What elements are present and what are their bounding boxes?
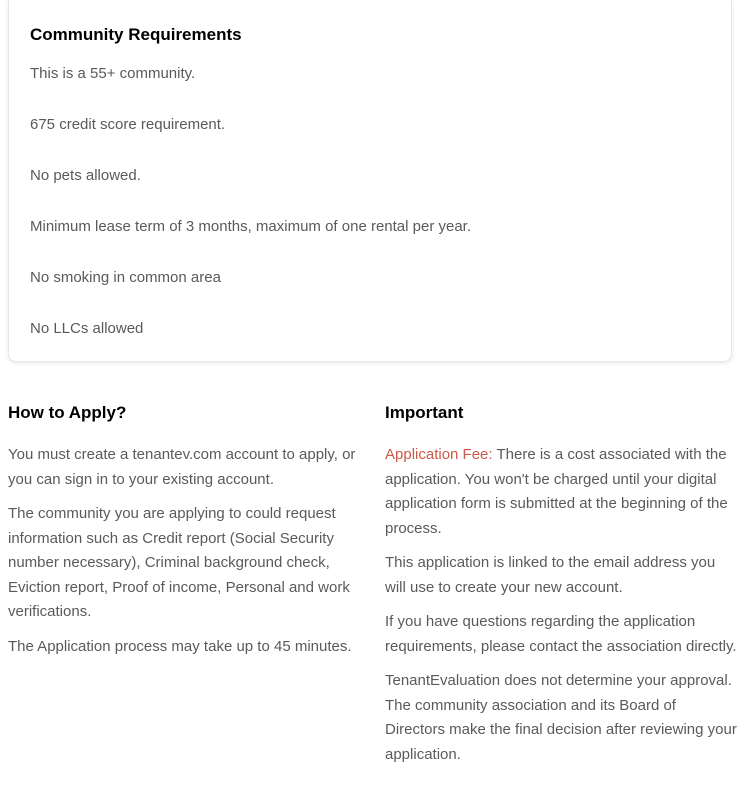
how-to-apply-section (8, 402, 360, 669)
important-paragraph: If you have questions regarding the application requirements, please contact the association directly. (385, 613, 737, 655)
requirement-item: 675 credit score requirement. (30, 116, 226, 133)
important-paragraph: TenantEvaluation does not determine your approval. The community association and its Board of Directors make the final decision after reviewing your application. (385, 672, 737, 763)
requirement-item: No smoking in common area (30, 269, 221, 286)
requirement-item: Minimum lease term of 3 months, maximum of one rental per year. (30, 218, 472, 235)
application-fee-paragraph (385, 443, 737, 541)
requirement-item: No LLCs allowed (30, 320, 144, 337)
requirement-item: No pets allowed. (30, 167, 141, 184)
how-to-apply-paragraph: You must create a tenantev.com account to apply, or you can sign in to your existing account. (8, 446, 356, 488)
important-paragraph: This application is linked to the email address you will use to create your new account. (385, 554, 716, 596)
how-to-apply-paragraph: The community you are applying to could request information such as Credit report (Social Security number necessary), Criminal background check, Eviction report, Proof of income, Personal and work verifications. (8, 505, 350, 620)
important-section (385, 402, 737, 777)
community-requirements-title: Community Requirements (30, 25, 242, 44)
how-to-apply-paragraph: The Application process may take up to 45 minutes. (8, 637, 352, 655)
requirement-item: This is a 55+ community. (30, 65, 196, 82)
important-title: Important (385, 403, 464, 422)
application-fee-label: Application Fee: (385, 446, 493, 463)
requirements-list (30, 64, 471, 370)
how-to-apply-title: How to Apply? (8, 403, 127, 422)
community-requirements-card (8, 0, 732, 362)
application-fee-text: There is a cost associated with the application. You won't be charged until your digital application form is submitted at the beginning of the process. (385, 446, 728, 537)
